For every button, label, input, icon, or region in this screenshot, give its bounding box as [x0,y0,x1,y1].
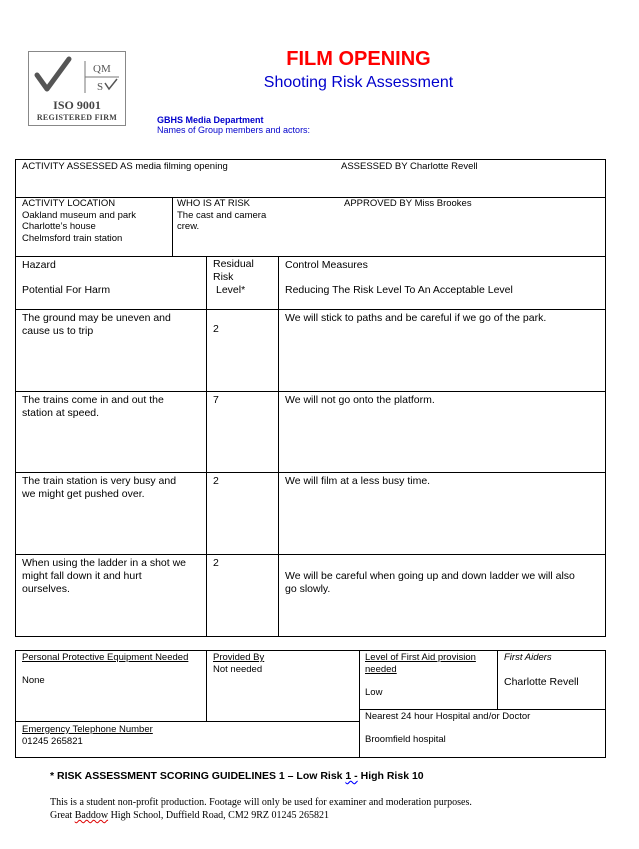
provided-by-label: Provided By [213,652,265,663]
divider [497,650,498,709]
hazard-cell: we might get pushed over. [22,488,145,500]
scoring-guidelines [50,770,424,782]
risk-header: Level* [216,284,246,296]
hazard-cell: The train station is very busy and [22,475,177,487]
control-cell: We will stick to paths and be careful if we go of the park. [285,312,547,324]
location-line: Chelmsford train station [22,233,123,244]
control-subheader: Reducing The Risk Level To An Acceptable Level [285,284,513,296]
page-subtitle: Shooting Risk Assessment [263,74,454,91]
hazard-cell: station at speed. [22,407,100,419]
who-at-risk-label: WHO IS AT RISK [177,198,251,209]
checkmark-icon [33,55,121,95]
risk-level-cell: 2 [213,475,219,487]
divider [172,197,173,257]
page-title: FILM OPENING [286,48,431,70]
activity-assessed: ACTIVITY ASSESSED AS media filming opening [22,161,228,172]
assessed-by: ASSESSED BY Charlotte Revell [341,161,478,172]
scoring-guidelines-part: 1 - [345,770,358,782]
production-note: This is a student non-profit production. Footage will only be used for examiner and moderation purposes. [50,797,472,808]
control-header: Control Measures [285,259,368,271]
divider [359,650,360,758]
hazard-cell: When using the ladder in a shot we [22,557,187,569]
divider [15,472,606,473]
first-aiders-value: Charlotte Revell [504,676,579,688]
control-cell: We will be careful when going up and down ladder we will also [285,570,575,582]
divider [15,554,606,555]
divider [15,309,606,310]
scoring-guidelines-part: High Risk 10 [357,770,424,782]
scoring-guidelines-part: * RISK ASSESSMENT SCORING GUIDELINES 1 – Low Risk [50,770,346,782]
location-line: Charlotte’s house [22,221,96,232]
ppe-label: Personal Protective Equipment Needed [22,652,189,663]
approved-by: APPROVED BY Miss Brookes [344,198,472,209]
divider [278,256,279,637]
department-label: GBHS Media Department [157,115,264,125]
control-cell: We will not go onto the platform. [285,394,435,406]
risk-level-cell: 2 [213,323,219,335]
school-address [50,810,329,821]
hazard-cell: cause us to trip [22,325,94,337]
address-part: Great [50,810,75,821]
iso-logo [28,51,126,126]
first-aid-label: needed [365,664,397,675]
address-part: Baddow [74,810,109,821]
hazard-cell: ourselves. [22,583,70,595]
first-aiders-label: First Aiders [504,652,552,663]
divider [15,391,606,392]
control-cell: go slowly. [285,583,331,595]
emergency-phone-label: Emergency Telephone Number [22,724,153,735]
location-line: Oakland museum and park [22,210,137,221]
address-part: High School, Duffield Road, CM2 9RZ 01245 265821 [108,810,329,821]
logo-letters-bottom: S [97,81,104,93]
risk-header: Risk [213,271,234,283]
logo-letters-top: QM [93,63,111,75]
location-label: ACTIVITY LOCATION [22,198,116,209]
hazard-cell: The trains come in and out the [22,394,164,406]
first-aid-label: Level of First Aid provision [365,652,476,663]
control-cell: We will film at a less busy time. [285,475,431,487]
emergency-phone-value: 01245 265821 [22,736,83,747]
risk-header: Residual [213,258,254,270]
who-at-risk-line: crew. [177,221,200,232]
group-names-label: Names of Group members and actors: [157,125,311,135]
logo-iso-text: ISO 9001 [53,98,101,112]
first-aid-value: Low [365,687,383,698]
risk-level-cell: 7 [213,394,219,406]
divider [15,721,360,722]
hazard-cell: might fall down it and hurt [22,570,142,582]
who-at-risk-line: The cast and camera [177,210,267,221]
hospital-label: Nearest 24 hour Hospital and/or Doctor [365,711,531,722]
hospital-value: Broomfield hospital [365,734,446,745]
divider [206,256,207,637]
logo-registered-text: REGISTERED FIRM [36,113,118,122]
risk-level-cell: 2 [213,557,219,569]
ppe-value: None [22,675,45,686]
hazard-subheader: Potential For Harm [22,284,111,296]
hazard-cell: The ground may be uneven and [22,312,171,324]
divider [206,650,207,722]
hazard-header: Hazard [22,259,56,271]
safety-info-block [15,650,606,758]
provided-by-value: Not needed [213,664,263,675]
divider [359,709,606,710]
